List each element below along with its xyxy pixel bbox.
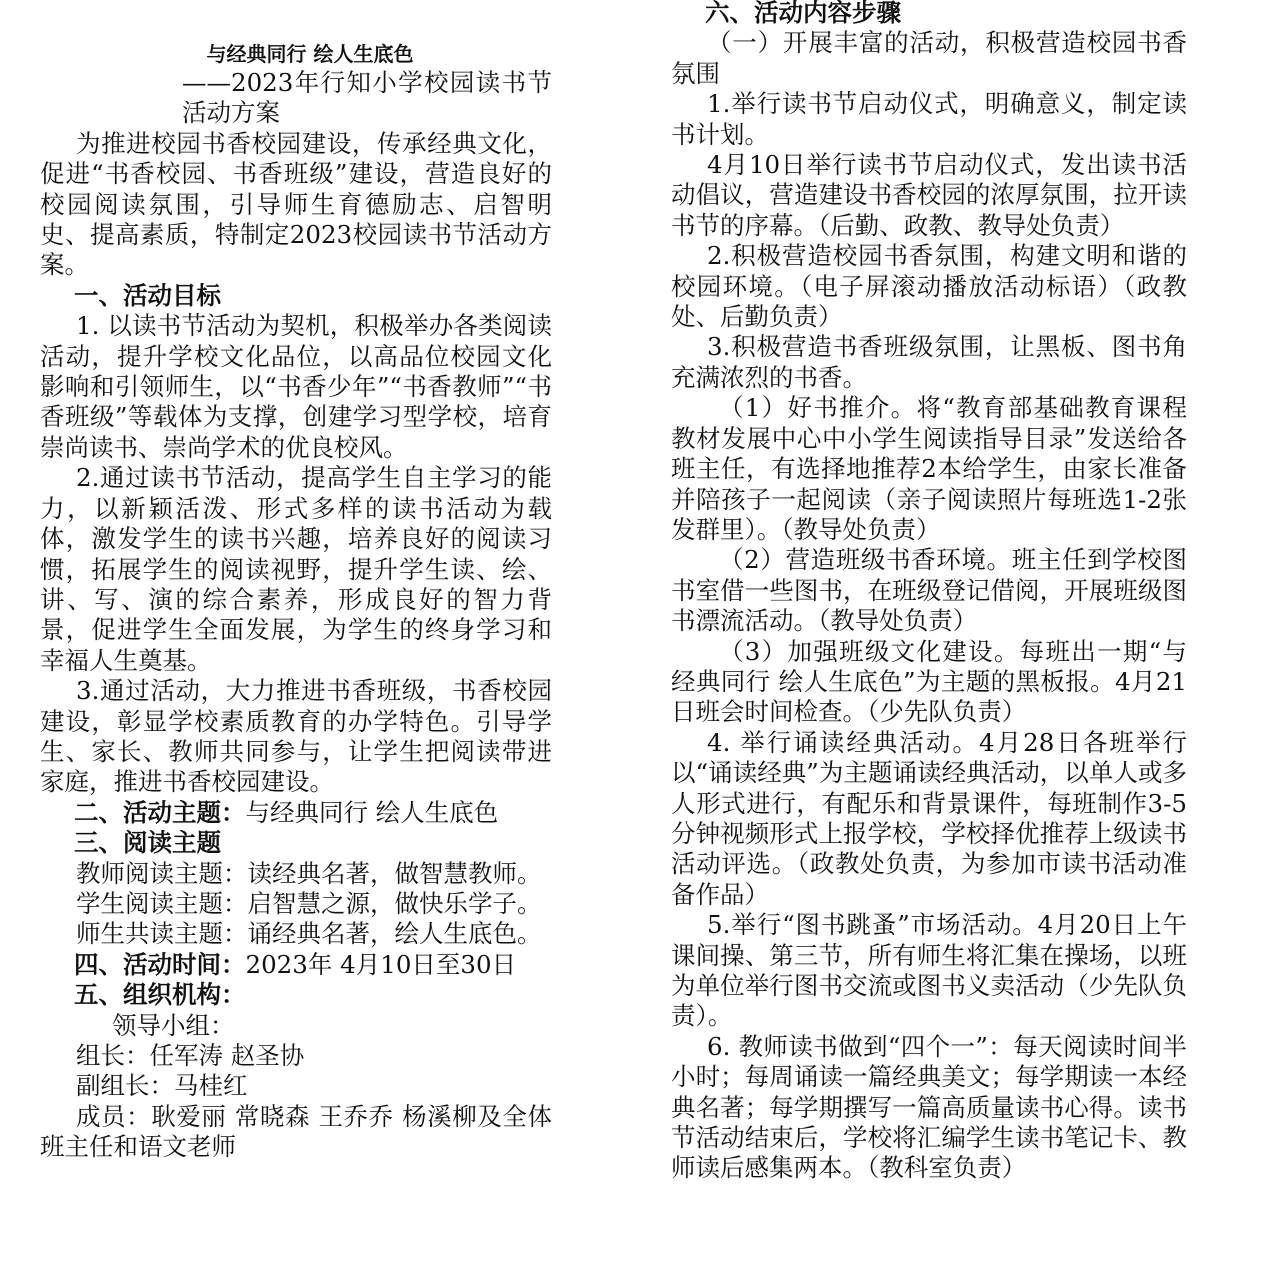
goal-2-paragraph: 2.通过读书节活动，提高学生自主学习的能力，以新颖活泼、形式多样的读书活动为载体，激发学生的读书兴趣，培养良好的阅读习惯，拓展学生的阅读视野，提升学生读、绘、讲、写、演的综合素养，形成良好的智力背景，促进学生全面发展，为学生的终身学习和幸福人生奠基。 <box>40 463 552 675</box>
left-column <box>40 0 552 1267</box>
goal-1-paragraph: 1. 以读书节活动为契机，积极举办各类阅读活动，提升学校文化品位，以高品位校园文化影响和引领师生，以“书香少年”“书香教师”“书香班级”等载体为支撑，创建学习型学校，培育崇尚读书、崇尚学术的优良校风。 <box>40 311 552 462</box>
document-title: 与经典同行 绘人生底色 <box>206 42 414 66</box>
section-2-heading: 二、活动主题： <box>74 797 246 827</box>
goal-3-paragraph: 3.通过活动，大力推进书香班级，书香校园建设，彰显学校素质教育的办学特色。引导学生、家长、教师共同参与，让学生把阅读带进家庭，推进书香校园建设。 <box>40 676 552 797</box>
item-6-paragraph: 6. 教师读书做到“四个一”：每天阅读时间半小时；每周诵读一篇经典美文；每学期读一本经典名著；每学期撰写一篇高质量读书心得。读书节活动结束后，学校将汇编学生读书笔记卡、教师读后感集两本。（教科室负责） <box>671 1031 1187 1183</box>
item-3-1-paragraph: （1）好书推介。将“教育部基础教育课程教材发展中心中小学生阅读指导目录”发送给各班主任，有选择地推荐2本给学生，由家长准备并陪孩子一起阅读（亲子阅读照片每班选1-2张发群里）。（教导处负责） <box>671 393 1187 544</box>
item-4-paragraph: 4. 举行诵读经典活动。4月28日各班举行以“诵读经典”为主题诵读经典活动，以单人或多人形式进行，有配乐和背景课件，每班制作3-5分钟视频形式上报学校，学校择优推荐上级读书活动评选。（政教处负责，为参加市读书活动准备作品） <box>671 727 1187 909</box>
org-leader-line: 组长：任军涛 赵圣协 <box>76 1041 305 1070</box>
section-4-heading: 四、活动时间： <box>74 949 246 979</box>
item-1-body: 4月10日举行读书节启动仪式，发出读书活动倡议，营造建设书香校园的浓厚氛围，拉开读书节的序幕。（后勤、政教、教导处负责） <box>671 150 1187 240</box>
section-4-line <box>40 950 552 980</box>
item-3-3-paragraph: （3）加强班级文化建设。每班出一期“与经典同行 绘人生底色”为主题的黑板报。4月21日班会时间检查。（少先队负责） <box>671 636 1187 727</box>
intro-paragraph: 为推进校园书香校园建设，传承经典文化，促进“书香校园、书香班级”建设，营造良好的校园阅读氛围，引导师生育德励志、启智明史、提高素质，特制定2023校园读书节活动方案。 <box>40 128 552 280</box>
item-2-paragraph: 2.积极营造校园书香氛围，构建文明和谐的校园环境。（电子屏滚动播放活动标语）（政教处、后勤负责） <box>671 241 1187 332</box>
document-subtitle: ——2023年行知小学校园读书节活动方案 <box>182 68 552 128</box>
student-theme-paragraph: 学生阅读主题：启智慧之源，做快乐学子。 <box>76 888 542 918</box>
teacher-theme-paragraph: 教师阅读主题：读经典名著，做智慧教师。 <box>76 858 542 888</box>
item-3-paragraph: 3.积极营造书香班级氛围，让黑板、图书角充满浓烈的书香。 <box>671 332 1187 392</box>
section-3-heading: 三、阅读主题 <box>74 828 221 858</box>
item-3-2-paragraph: （2）营造班级书香环境。班主任到学校图书室借一些图书，在班级登记借阅，开展班级图书漂流活动。（教导处负责） <box>671 545 1187 636</box>
right-column <box>671 0 1187 1267</box>
shared-theme-paragraph: 师生共读主题：诵经典名著，绘人生底色。 <box>76 919 542 949</box>
section-2-line <box>40 798 552 828</box>
item-5-paragraph: 5.举行“图书跳蚤”市场活动。4月20日上午课间操、第三节，所有师生将汇集在操场，以班为单位举行图书交流或图书义卖活动（少先队负责）。 <box>671 910 1187 1031</box>
section-1-heading: 一、活动目标 <box>74 280 221 310</box>
item-1-title: 1.举行读书节启动仪式，明确意义，制定读书计划。 <box>671 89 1187 149</box>
section-5-heading: 五、组织机构： <box>74 980 246 1010</box>
section-6-heading: 六、活动内容步骤 <box>705 0 901 27</box>
org-group-label: 领导小组： <box>112 1010 235 1040</box>
part-1-heading: （一）开展丰富的活动，积极营造校园书香氛围 <box>671 28 1187 88</box>
org-deputy-line: 副组长：马桂红 <box>76 1071 248 1101</box>
org-members-line: 成员：耿爱丽 常晓森 王乔乔 杨溪柳及全体班主任和语文老师 <box>40 1101 552 1162</box>
section-4-text: 2023年 4月10日至30日 <box>245 949 517 979</box>
section-2-text: 与经典同行 绘人生底色 <box>245 797 499 827</box>
